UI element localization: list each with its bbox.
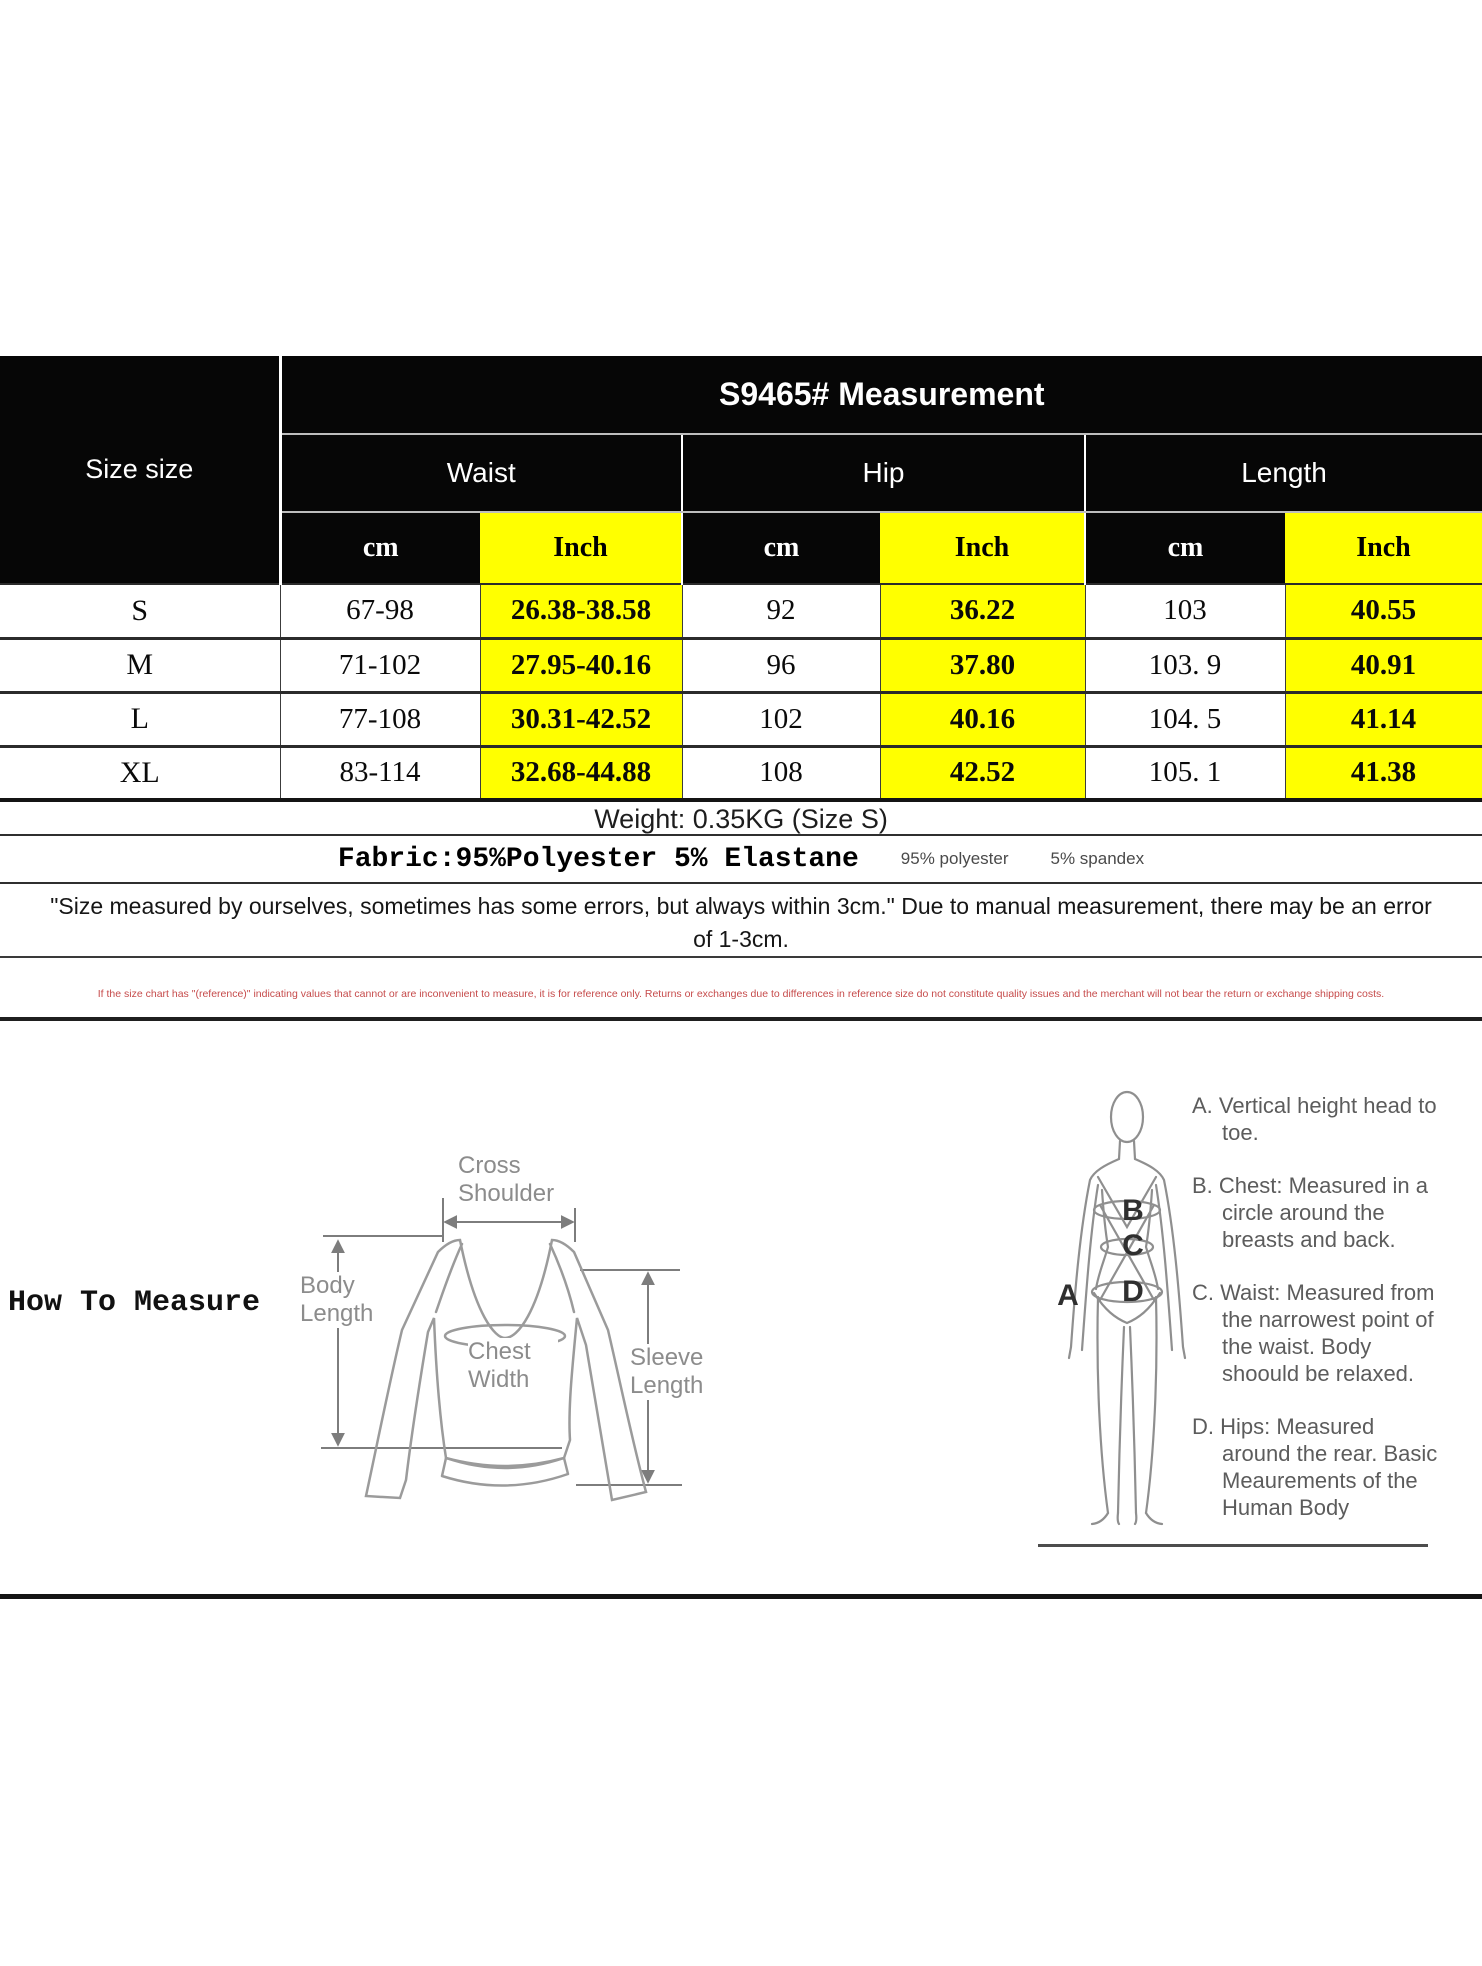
table-row-l <box>0 692 1482 746</box>
length-cm-cell: 104. 5 <box>1085 692 1285 746</box>
length-inch-cell: 41.14 <box>1285 692 1482 746</box>
unit-header-length-cm: cm <box>1085 512 1285 584</box>
col-group-length: Length <box>1085 434 1482 512</box>
tolerance-note <box>0 888 1482 958</box>
size-chart <box>0 356 1482 802</box>
body-figure-diagram <box>1020 1065 1200 1545</box>
size-cell: XL <box>0 746 280 800</box>
instruction-d: D. Hips: Measured around the rear. Basic Meaurements of the Human Body <box>1192 1414 1438 1520</box>
body-point-c: C <box>1122 1229 1144 1262</box>
length-inch-cell: 41.38 <box>1285 746 1482 800</box>
length-cm-cell: 103. 9 <box>1085 638 1285 692</box>
unit-header-length-inch: Inch <box>1285 512 1482 584</box>
waist-cm-cell: 83-114 <box>280 746 480 800</box>
size-cell: L <box>0 692 280 746</box>
label-sleeve-length: Sleeve Length <box>630 1344 730 1400</box>
length-cm-cell: 105. 1 <box>1085 746 1285 800</box>
label-chest-width: Chest Width <box>468 1338 558 1394</box>
reference-disclaimer-text: If the size chart has "(reference)" indicating values that cannot or are inconvenient to measure, it is for reference only. Returns or exchanges due to differences in reference size do not constitute quality issues and the merchant will not bear the return or exchange shipping costs. <box>97 988 1385 1000</box>
length-inch-cell: 40.91 <box>1285 638 1482 692</box>
hip-cm-cell: 108 <box>682 746 880 800</box>
col-group-hip: Hip <box>682 434 1085 512</box>
instructions-underline <box>1038 1544 1428 1547</box>
waist-inch-cell: 26.38-38.58 <box>480 584 682 638</box>
reference-disclaimer <box>0 960 1482 1021</box>
hip-inch-cell: 42.52 <box>880 746 1085 800</box>
body-figure-sketch <box>1069 1092 1185 1524</box>
table-row-s <box>0 584 1482 638</box>
hip-cm-cell: 96 <box>682 638 880 692</box>
label-cross-shoulder: Cross Shoulder <box>458 1152 588 1208</box>
hip-inch-cell: 36.22 <box>880 584 1085 638</box>
size-cell: M <box>0 638 280 692</box>
waist-inch-cell: 27.95-40.16 <box>480 638 682 692</box>
chart-title: S9465# Measurement <box>280 356 1482 434</box>
fabric-composition: Fabric:95%Polyester 5% Elastane <box>337 843 859 875</box>
how-to-measure-heading: How To Measure <box>8 1286 261 1320</box>
fabric-tag-spandex: 5% spandex <box>1050 849 1145 868</box>
tolerance-note-line2: of 1-3cm. <box>693 926 789 952</box>
body-point-b: B <box>1122 1194 1144 1227</box>
size-column-header: Size size <box>0 356 280 584</box>
col-group-waist: Waist <box>280 434 682 512</box>
body-point-a: A <box>1057 1279 1079 1312</box>
fabric-section <box>0 834 1482 884</box>
waist-cm-cell: 77-108 <box>280 692 480 746</box>
instruction-b: B. Chest: Measured in a circle around the breasts and back. <box>1192 1173 1429 1252</box>
table-row-m <box>0 638 1482 692</box>
unit-header-hip-inch: Inch <box>880 512 1085 584</box>
hip-inch-cell: 40.16 <box>880 692 1085 746</box>
length-cm-cell: 103 <box>1085 584 1285 638</box>
unit-header-waist-inch: Inch <box>480 512 682 584</box>
waist-inch-cell: 32.68-44.88 <box>480 746 682 800</box>
label-body-length: Body Length <box>300 1272 395 1328</box>
hip-cm-cell: 102 <box>682 692 880 746</box>
instruction-a: A. Vertical height head to toe. <box>1192 1093 1437 1145</box>
table-row-xl <box>0 746 1482 800</box>
size-cell: S <box>0 584 280 638</box>
instruction-c: C. Waist: Measured from the narrowest point of the waist. Body shoould be relaxed. <box>1192 1280 1435 1386</box>
weight-note: Weight: 0.35KG (Size S) <box>594 804 888 834</box>
waist-inch-cell: 30.31-42.52 <box>480 692 682 746</box>
hip-cm-cell: 92 <box>682 584 880 638</box>
fabric-tag-polyester: 95% polyester <box>900 849 1009 868</box>
hip-inch-cell: 37.80 <box>880 638 1085 692</box>
size-chart-table <box>0 356 1482 802</box>
waist-cm-cell: 71-102 <box>280 638 480 692</box>
tolerance-note-line1: "Size measured by ourselves, sometimes has some errors, but always within 3cm." Due to manual measurement, there may be an error <box>50 893 1432 919</box>
body-point-d: D <box>1122 1275 1144 1308</box>
waist-cm-cell: 67-98 <box>280 584 480 638</box>
section-divider-rule <box>0 1594 1482 1599</box>
unit-header-waist-cm: cm <box>280 512 480 584</box>
measuring-instructions <box>1192 1092 1447 1547</box>
length-inch-cell: 40.55 <box>1285 584 1482 638</box>
unit-header-hip-cm: cm <box>682 512 880 584</box>
